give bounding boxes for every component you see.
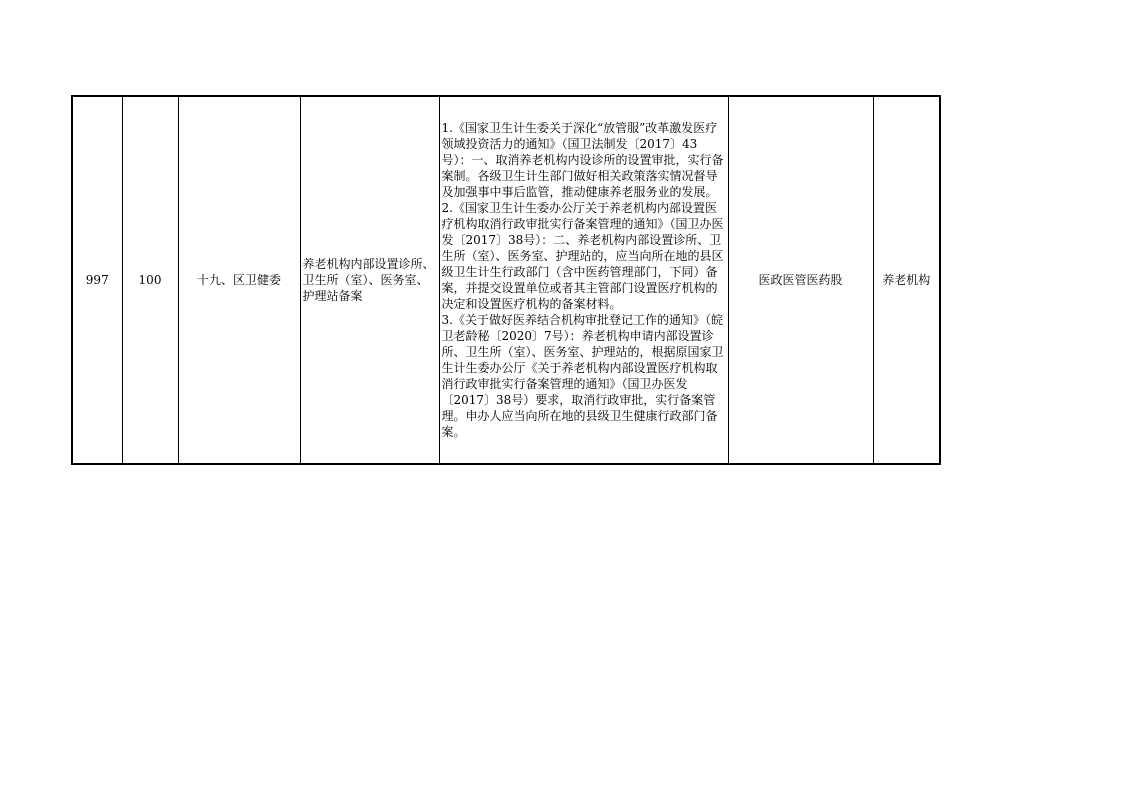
- department-cell: 十九、区卫健委: [178, 96, 300, 464]
- remark-cell: 养老机构: [873, 96, 940, 464]
- legal-basis-paragraph-3: 3.《关于做好医养结合机构审批登记工作的通知》（皖卫老龄秘〔2020〕7号）：养老机构申请内部设置诊所、卫生所（室）、医务室、护理站的，根据原国家卫生计生委办公厅《关于养老机构内部设置医疗机构取消行政审批实行备案管理的通知》（国卫办医发〔2017〕38号）要求，取消行政审批，实行备案管理。申办人应当向所在地的县级卫生健康行政部门备案。: [441, 313, 724, 439]
- legal-basis-cell: [439, 96, 728, 464]
- item-name-cell: 养老机构内部设置诊所、卫生所（室）、医务室、护理站备案: [300, 96, 439, 464]
- responsible-office-cell: 医政医管医药股: [728, 96, 873, 464]
- sequence-number-cell: 997: [72, 96, 122, 464]
- legal-basis-paragraph-2: 2.《国家卫生计生委办公厅关于养老机构内部设置医疗机构取消行政审批实行备案管理的通知》（国卫办医发〔2017〕38号）：二、养老机构内部设置诊所、卫生所（室）、医务室、护理站的，应当向所在地的县区级卫生计生行政部门（含中医药管理部门，下同）备案，并提交设置单位或者其主管部门设置医疗机构的决定和设置医疗机构的备案材料。: [441, 201, 724, 311]
- table-row: [72, 96, 940, 464]
- legal-basis-paragraph-1: 1.《国家卫生计生委关于深化“放管服”改革激发医疗领域投资活力的通知》（国卫法制发〔2017〕43号）：一、取消养老机构内设诊所的设置审批，实行备案制。各级卫生计生部门做好相关政策落实情况督导及加强事中事后监管，推动健康养老服务业的发展。: [441, 121, 724, 199]
- sub-number-cell: 100: [122, 96, 178, 464]
- item-table: [71, 95, 941, 465]
